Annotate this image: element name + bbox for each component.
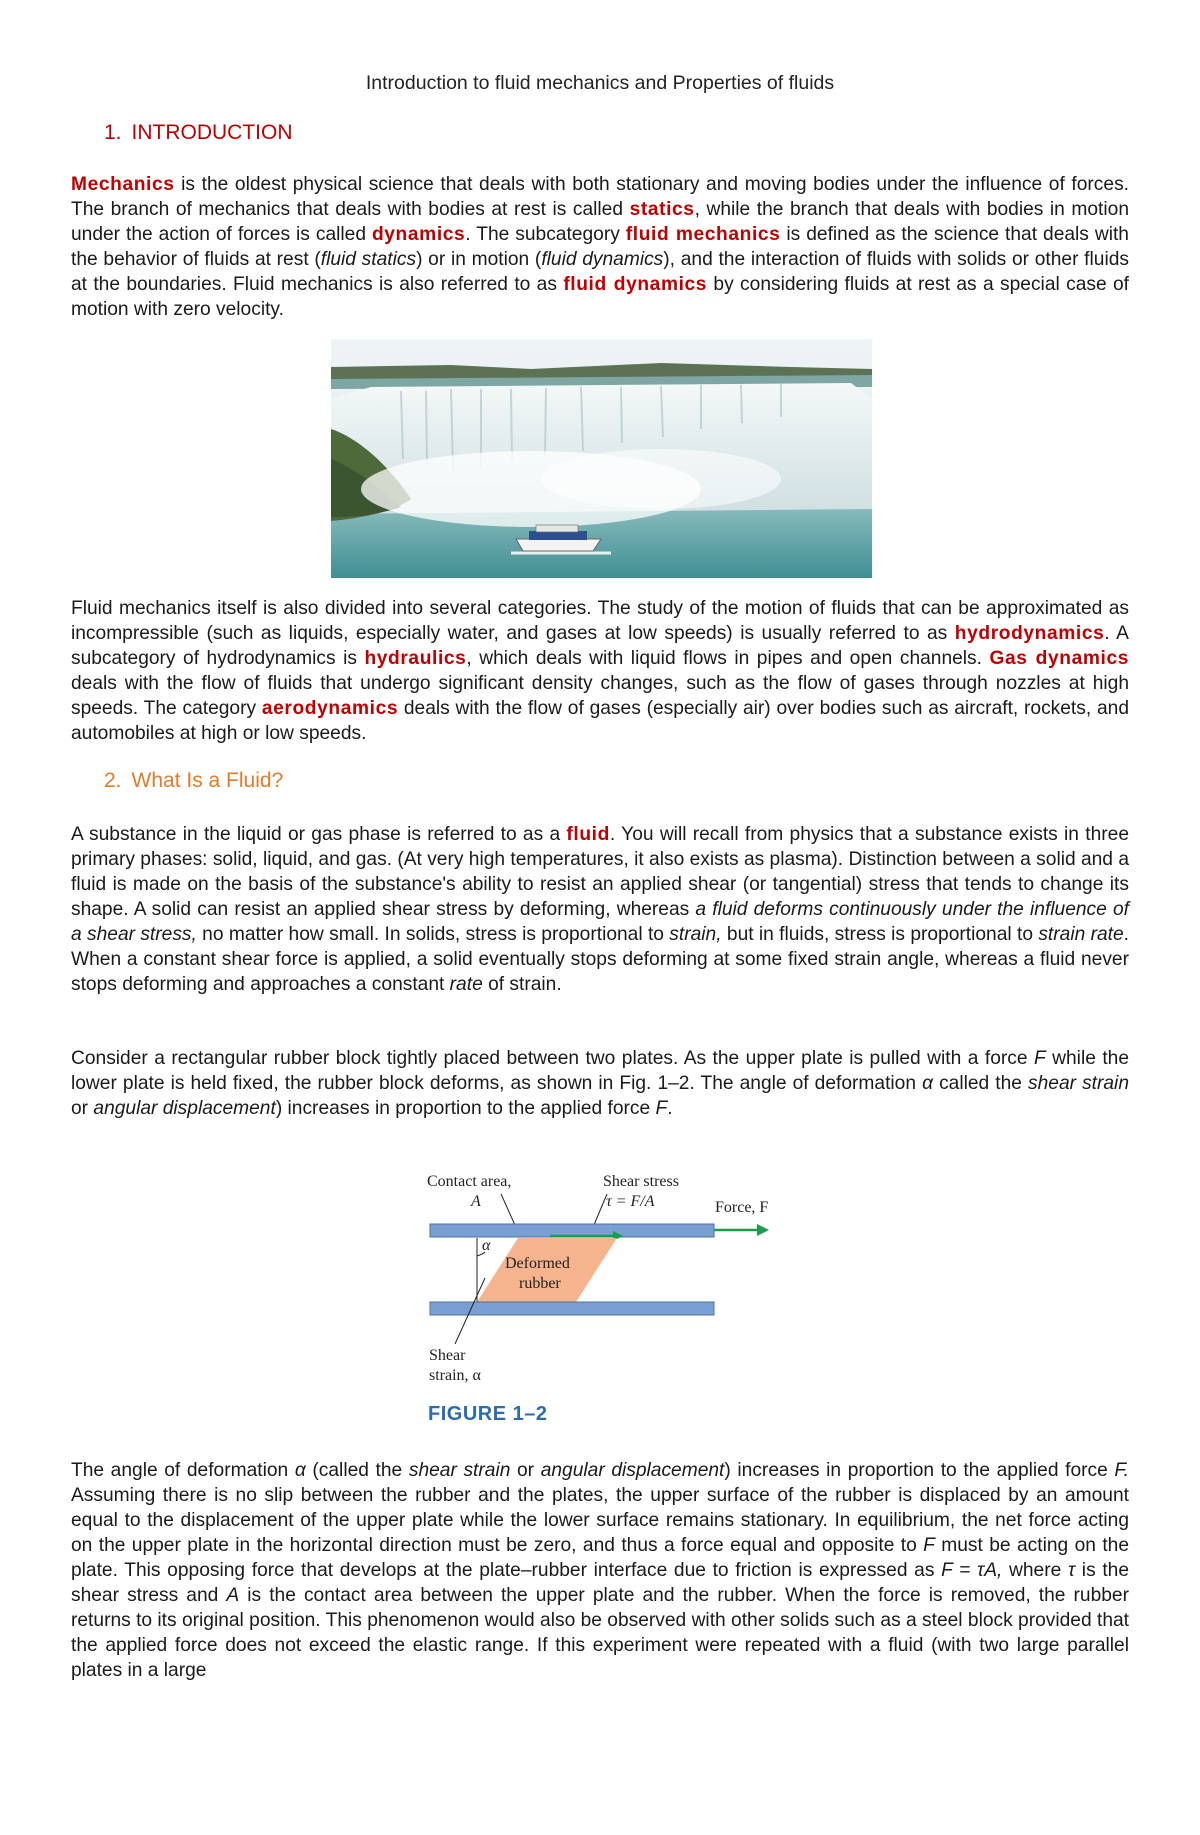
emphasis-text: shear strain: [1028, 1073, 1129, 1094]
text-run: Consider a rectangular rubber block tightly placed between two plates. As the upper plate is pulled with a force: [71, 1048, 1034, 1069]
text-run: called the: [933, 1073, 1029, 1094]
section-1-number: 1.: [104, 121, 122, 144]
shear-stress-formula: τ = F/A: [606, 1193, 655, 1210]
text-run: deals with the flow of gases (especially air) over bodies such as aircraft, rockets, and automobiles at high or low speeds.: [71, 698, 1129, 744]
text-run: . A subcategory of hydrodynamics is: [71, 623, 1129, 669]
text-run: is defined as the science that deals with the behavior of fluids at rest (: [71, 224, 1129, 270]
contact-area-symbol: A: [471, 1193, 481, 1210]
key-term: Mechanics: [71, 174, 175, 195]
section-1-title: INTRODUCTION: [131, 121, 293, 144]
text-run: . The subcategory: [465, 224, 626, 245]
categories-paragraph: [71, 596, 1129, 746]
section-2-title: What Is a Fluid?: [131, 769, 284, 792]
key-term: Gas dynamics: [989, 648, 1129, 669]
equilibrium-paragraph: [71, 1458, 1129, 1683]
emphasis-text: angular displacement: [540, 1460, 725, 1481]
emphasis-text: F: [923, 1535, 935, 1556]
contact-area-label: Contact area,: [427, 1173, 512, 1190]
text-run: .: [667, 1098, 673, 1119]
document-title: Introduction to fluid mechanics and Properties of fluids: [365, 72, 835, 94]
emphasis-text: rate: [449, 974, 483, 995]
emphasis-text: strain rate: [1038, 924, 1124, 945]
key-term: fluid dynamics: [563, 274, 708, 295]
lower-plate: [430, 1302, 714, 1315]
emphasis-text: τ: [1067, 1560, 1076, 1581]
text-run: but in fluids, stress is proportional to: [721, 924, 1039, 945]
section-2-heading: [104, 769, 283, 793]
text-run: (called the: [305, 1460, 409, 1481]
rubber-block-paragraph: [71, 1046, 1129, 1121]
shear-deformation-figure: [415, 1168, 795, 1388]
figure-caption: FIGURE 1–2: [428, 1403, 548, 1425]
emphasis-text: strain,: [669, 924, 722, 945]
text-run: while the lower plate is held fixed, the rubber block deforms, as shown in Fig. 1–2. The angle of deformation: [71, 1048, 1129, 1094]
emphasis-text: α: [294, 1460, 306, 1481]
key-term: statics: [629, 199, 695, 220]
text-run: , which deals with liquid flows in pipes and open channels.: [466, 648, 990, 669]
text-run: . You will recall from physics that a substance exists in three primary phases: solid, liquid, and gas. (At very high temperatures, it also exists as plasma). Distinction between a solid and a fluid is made on the basis of the substance's ability to resist an applied shear (or tangential) stress that tends to change its shape. A solid can resist an applied shear stress by deforming, whereas: [71, 824, 1129, 920]
key-term: hydrodynamics: [954, 623, 1105, 644]
text-run: The angle of deformation: [71, 1460, 295, 1481]
text-run: . When a constant shear force is applied, a solid eventually stops deforming at some fixed strain angle, whereas a fluid never stops deforming and approaches a constant: [71, 924, 1129, 995]
emphasis-text: F: [655, 1098, 668, 1119]
emphasis-text: a fluid deforms continuously under the influence of a shear stress,: [71, 899, 1129, 945]
emphasis-text: fluid statics: [320, 249, 417, 270]
key-term: dynamics: [371, 224, 466, 245]
text-run: must be acting on the plate. This opposing force that develops at the plate–rubber interface due to friction is expressed as: [71, 1535, 1129, 1581]
shear-strain-line1: Shear: [429, 1347, 466, 1364]
shear-stress-label: Shear stress: [603, 1173, 679, 1190]
emphasis-text: F.: [1114, 1460, 1129, 1481]
text-run: no matter how small. In solids, stress is proportional to: [196, 924, 670, 945]
text-run: is the contact area between the upper plate and the rubber. When the force is removed, the rubber returns to its original position. This phenomenon would also be observed with other solids such as a steel block provided that the applied force does not exceed the elastic range. If this experiment were repeated with a fluid (with two large parallel plates in a large: [71, 1585, 1129, 1681]
text-run: is the shear stress and: [71, 1560, 1130, 1606]
shear-strain-line2: strain, α: [429, 1367, 481, 1384]
force-label: Force, F: [715, 1199, 769, 1216]
emphasis-text: F: [1033, 1048, 1046, 1069]
key-term: fluid: [566, 824, 610, 845]
text-run: deals with the flow of fluids that undergo significant density changes, such as the flow of gases through nozzles at high speeds. The category: [71, 673, 1129, 719]
text-run: by considering fluids at rest as a special case of motion with zero velocity.: [71, 274, 1129, 320]
text-run: ) increases in proportion to the applied force: [724, 1460, 1115, 1481]
text-run: or: [510, 1460, 541, 1481]
key-term: fluid mechanics: [625, 224, 781, 245]
emphasis-text: A: [226, 1585, 240, 1606]
text-run: Assuming there is no slip between the rubber and the plates, the upper surface of the rubber is displaced by an amount equal to the displacement of the upper plate while the lower surface remains stationary. In equilibrium, the net force acting on the upper plate in the horizontal direction must be zero, and thus a force equal and opposite to: [71, 1485, 1129, 1556]
emphasis-text: angular displacement: [93, 1098, 276, 1119]
text-run: is the oldest physical science that deals with both stationary and moving bodies under the influence of forces. The branch of mechanics that deals with bodies at rest is called: [71, 174, 1129, 220]
emphasis-text: α: [922, 1073, 934, 1094]
emphasis-text: F = τA,: [941, 1560, 1003, 1581]
text-run: where: [1002, 1560, 1068, 1581]
text-run: , while the branch that deals with bodies in motion under the action of forces is called: [71, 199, 1129, 245]
text-run: ) increases in proportion to the applied force: [275, 1098, 656, 1119]
text-run: Fluid mechanics itself is also divided into several categories. The study of the motion of fluids that can be approximated as incompressible (such as liquids, especially water, and gases at low speeds) is usually referred to as: [71, 598, 1129, 644]
section-1-heading: [104, 121, 293, 145]
key-term: hydraulics: [364, 648, 467, 669]
niagara-falls-photo: [331, 339, 872, 578]
section-2-number: 2.: [104, 769, 122, 792]
text-run: ), and the interaction of fluids with solids or other fluids at the boundaries. Fluid mechanics is also referred to as: [71, 249, 1129, 295]
deformed-label-line1: Deformed: [505, 1255, 570, 1272]
key-term: aerodynamics: [261, 698, 399, 719]
intro-paragraph: [71, 172, 1129, 322]
emphasis-text: fluid dynamics: [541, 249, 664, 270]
text-run: of strain.: [482, 974, 562, 995]
text-run: ) or in motion (: [416, 249, 542, 270]
text-run: A substance in the liquid or gas phase is referred to as a: [71, 824, 567, 845]
fluid-definition-paragraph: [71, 822, 1129, 997]
deformed-label-line2: rubber: [519, 1275, 561, 1292]
emphasis-text: shear strain: [408, 1460, 511, 1481]
alpha-label: α: [482, 1237, 491, 1254]
text-run: or: [71, 1098, 94, 1119]
